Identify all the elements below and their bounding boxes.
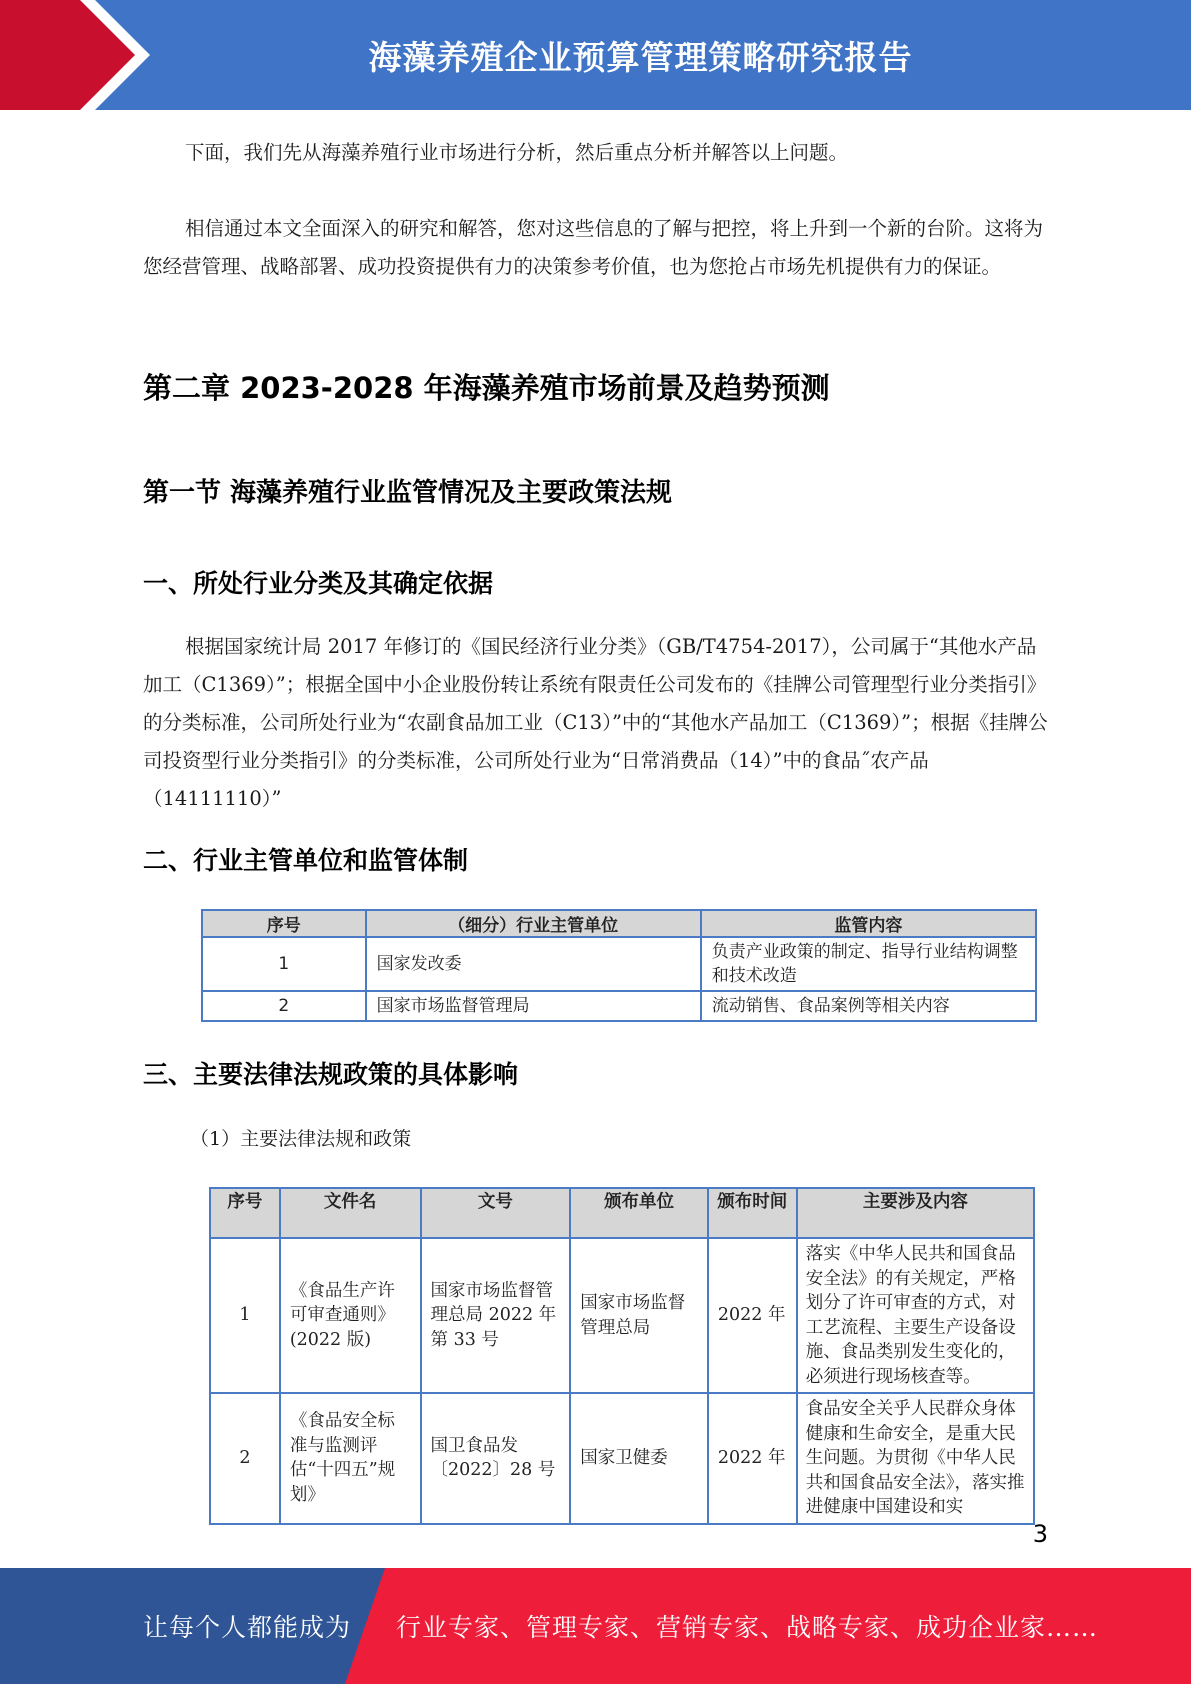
table-row: [202, 991, 1036, 1021]
table-cell: 国家卫健委: [570, 1393, 708, 1524]
table-row: [210, 1238, 1034, 1393]
classification-paragraph: 根据国家统计局 2017 年修订的《国民经济行业分类》（GB/T4754-2017），公司属于“其他水产品加工（C1369）”；根据全国中小企业股份转让系统有限责任公司发布的《挂牌公司管理型行业分类指引》的分类标准，公司所处行业为“农副食品加工业（C13）”中的“其他水产品加工（C1369）”；根据《挂牌公司投资型行业分类指引》的分类标准，公司所处行业为“日常消费品（14）”中的食品˝农产品（14111110）”: [143, 635, 1048, 810]
section-title: 第一节 海藻养殖行业监管情况及主要政策法规: [143, 478, 673, 508]
subsection-title-2: 二、行业主管单位和监管体制: [143, 846, 469, 875]
table-cell: 流动销售、食品案例等相关内容: [701, 991, 1036, 1021]
table-row: [210, 1393, 1034, 1524]
table-cell: 落实《中华人民共和国食品安全法》的有关规定，严格划分了许可审查的方式，对工艺流程、主要生产设备设施、食品类别发生变化的，必须进行现场核查等。: [797, 1238, 1034, 1393]
intro-paragraph-2: 相信通过本文全面深入的研究和解答，您对这些信息的了解与把控，将上升到一个新的台阶。这将为您经营管理、战略部署、成功投资提供有力的决策参考价值，也为您抢占市场先机提供有力的保证。: [143, 217, 1044, 278]
column-header: 颁布单位: [570, 1188, 708, 1238]
table-header-row: [202, 910, 1036, 937]
column-header: 颁布时间: [708, 1188, 797, 1238]
table-cell: 《食品生产许可审查通则》(2022 版): [280, 1238, 421, 1393]
table-cell: 国家市场监督管理总局 2022 年第 33 号: [421, 1238, 571, 1393]
laws-label: （1）主要法律法规和政策: [190, 1128, 412, 1150]
column-header: （细分）行业主管单位: [366, 910, 701, 937]
page-number: 3: [1032, 1520, 1048, 1548]
column-header: 监管内容: [701, 910, 1036, 937]
table-cell: 1: [210, 1238, 280, 1393]
header-banner: [0, 0, 1191, 110]
table-cell: 国家市场监督管理局: [366, 991, 701, 1021]
table-cell: 负责产业政策的制定、指导行业结构调整和技术改造: [701, 937, 1036, 991]
subsection-title-1: 一、所处行业分类及其确定依据: [143, 569, 494, 598]
intro-paragraph-1: 下面，我们先从海藻养殖行业市场进行分析，然后重点分析并解答以上问题。: [185, 141, 849, 164]
table-cell: 食品安全关乎人民群众身体健康和生命安全，是重大民生问题。为贯彻《中华人民共和国食品安全法》，落实推进健康中国建设和实: [797, 1393, 1034, 1524]
table-cell: 2022 年: [708, 1238, 797, 1393]
table-cell: 1: [202, 937, 366, 991]
footer-banner: [0, 1568, 1191, 1684]
footer-slogan-left: 让每个人都能成为: [143, 1613, 352, 1642]
column-header: 主要涉及内容: [797, 1188, 1034, 1238]
column-header: 序号: [210, 1188, 280, 1238]
table-cell: 国家发改委: [366, 937, 701, 991]
subsection-title-3: 三、主要法律法规政策的具体影响: [143, 1060, 519, 1089]
table-cell: 2022 年: [708, 1393, 797, 1524]
table-cell: 2: [202, 991, 366, 1021]
footer-slogan-right: 行业专家、管理专家、营销专家、战略专家、成功企业家……: [396, 1613, 1099, 1642]
red-arrow-logo: [0, 0, 150, 110]
table-cell: 国家市场监督管理总局: [570, 1238, 708, 1393]
table-header-row: [210, 1188, 1034, 1238]
chapter-title: 第二章 2023-2028 年海藻养殖市场前景及趋势预测: [143, 371, 830, 405]
table-cell: 国卫食品发〔2022〕28 号: [421, 1393, 571, 1524]
column-header: 序号: [202, 910, 366, 937]
table-cell: 2: [210, 1393, 280, 1524]
column-header: 文件名: [280, 1188, 421, 1238]
report-title: 海藻养殖企业预算管理策略研究报告: [368, 37, 913, 77]
table-cell: 《食品安全标准与监测评估“十四五”规划》: [280, 1393, 421, 1524]
regulator-table: [201, 909, 1037, 1022]
laws-table: [209, 1187, 1035, 1525]
table-row: [202, 937, 1036, 991]
column-header: 文号: [421, 1188, 571, 1238]
